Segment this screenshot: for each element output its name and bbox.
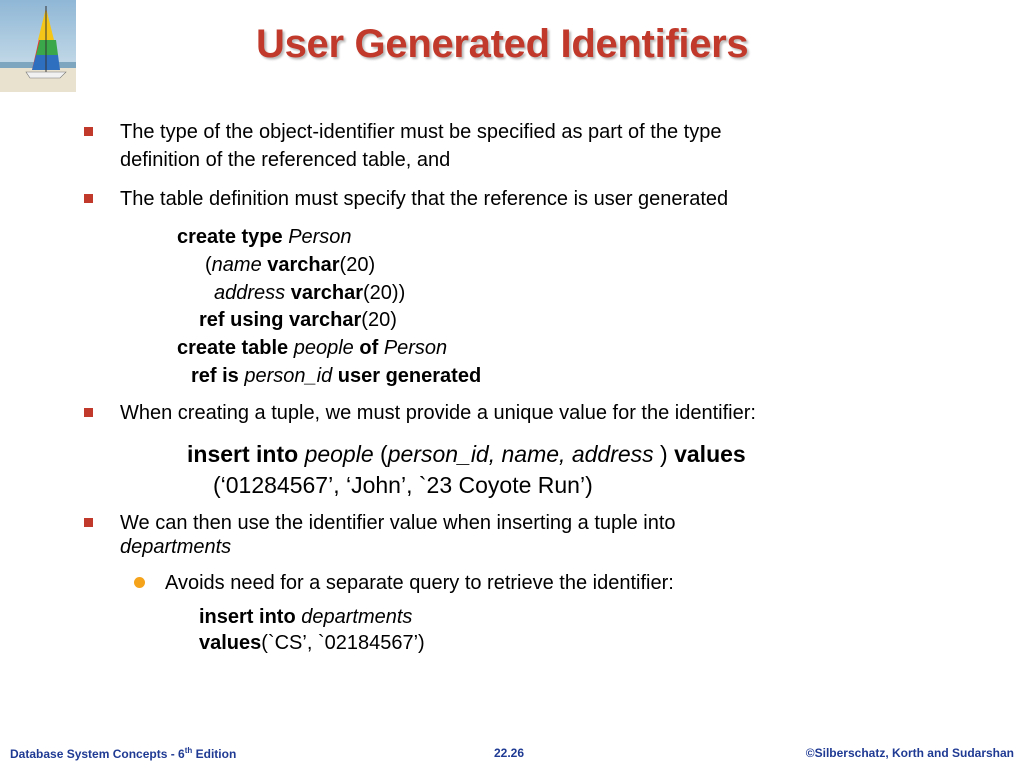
code-punct: ( [380, 441, 388, 467]
code-punct: ( [205, 254, 212, 276]
square-bullet-icon [84, 518, 93, 527]
code-keyword: create table [177, 337, 289, 359]
bullet-text-italic: departments [120, 536, 232, 558]
code-keyword: of [359, 337, 379, 359]
code-line [177, 223, 352, 251]
footer-left [10, 746, 236, 761]
code-line [199, 306, 397, 334]
code-identifier: address [214, 282, 286, 304]
code-identifier: departments [301, 606, 413, 628]
bullet-text: The table definition must specify that the reference is user generated [120, 188, 729, 210]
code-keyword: values [674, 441, 746, 467]
square-bullet-icon [84, 127, 93, 136]
code-identifier: people [293, 337, 354, 359]
footer-page-number: 22.26 [494, 746, 525, 760]
code-line: (‘01284567’, ‘John’, `23 Coyote Run’) [213, 472, 593, 498]
code-punct: (20) [339, 254, 376, 276]
code-identifier: name [211, 254, 262, 276]
footer-edition: Edition [192, 747, 237, 761]
code-line [205, 251, 375, 279]
sailboat-logo [0, 0, 76, 92]
code-identifier: Person [383, 337, 448, 359]
code-identifier: Person [288, 226, 352, 248]
code-line [187, 439, 746, 470]
code-punct: (20) [361, 309, 397, 331]
bullet-text: When creating a tuple, we must provide a unique value for the identifier: [120, 402, 756, 424]
code-line [214, 279, 405, 307]
code-keyword: create type [177, 226, 283, 248]
bullet-text [120, 535, 231, 559]
footer-superscript: th [184, 746, 193, 755]
code-keyword: insert into [187, 441, 299, 467]
code-punct: (`CS’, `02184567’) [261, 632, 425, 654]
code-keyword: ref using varchar [199, 309, 362, 331]
bullet-text: The type of the object-identifier must be specified as part of the type [120, 121, 722, 143]
code-keyword: varchar [290, 282, 363, 304]
code-identifier: people [304, 441, 374, 467]
bullet-text: definition of the referenced table, and [120, 149, 451, 171]
footer-copyright: ©Silberschatz, Korth and Sudarshan [805, 746, 1014, 760]
code-keyword: values [199, 632, 262, 654]
circle-bullet-icon [134, 577, 145, 588]
code-keyword: insert into [199, 606, 296, 628]
square-bullet-icon [84, 408, 93, 417]
code-identifier: person_id, name, address [387, 441, 654, 467]
code-line [199, 630, 425, 656]
code-line [177, 334, 447, 362]
footer-book-title: Database System Concepts - 6 [10, 747, 185, 761]
code-identifier: person_id [244, 365, 333, 387]
code-punct: ) [660, 441, 668, 467]
page-title: User Generated Identifiers [256, 22, 749, 66]
sub-bullet-text: Avoids need for a separate query to retrieve the identifier: [165, 572, 674, 594]
square-bullet-icon [84, 194, 93, 203]
bullet-text: We can then use the identifier value when inserting a tuple into [120, 512, 676, 534]
code-line [199, 604, 412, 630]
code-line [191, 362, 481, 390]
code-keyword: user generated [337, 365, 482, 387]
code-keyword: ref is [191, 365, 239, 387]
code-punct: (20)) [363, 282, 406, 304]
code-keyword: varchar [267, 254, 340, 276]
